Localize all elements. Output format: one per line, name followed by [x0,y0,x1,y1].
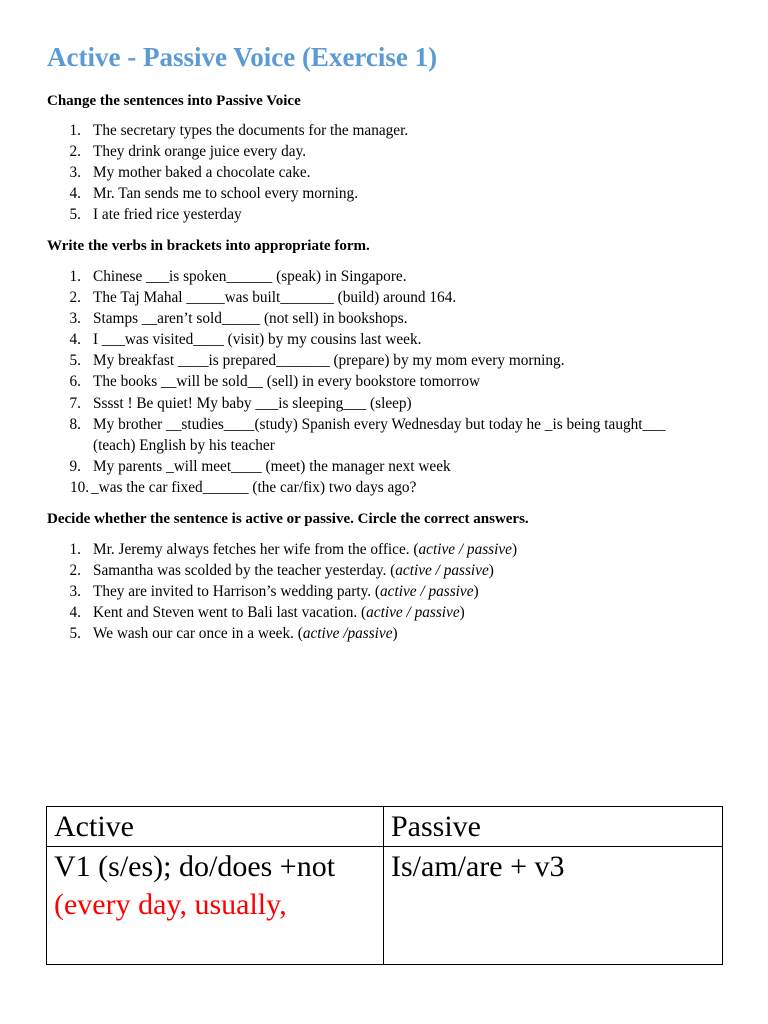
list-item [60,581,517,602]
table-row [47,807,723,847]
item-number: 8. [69,415,81,433]
header-passive: Passive [384,807,723,847]
item-number: 5. [69,625,81,643]
active-time-expressions: (every day, usually, [54,888,287,921]
item-number: 5. [69,352,81,370]
active-formula: V1 (s/es); do/does +not [54,850,336,883]
item-text: I ate fried rice yesterday [93,206,242,224]
item-text: My breakfast ____is prepared_______ (prepare) by my mom every morning. [93,352,565,370]
item-text: They drink orange juice every day. [93,143,307,161]
item-text: My brother __studies____(study) Spanish every Wednesday but today he _is being taught___ (teach) English by his teacher [93,415,666,454]
section1-list [60,120,408,225]
item-number: 10. [70,478,90,496]
item-text: Sssst ! Be quiet! My baby ___is sleeping___ (sleep) [93,394,412,412]
list-item [60,456,703,477]
answer-options[interactable]: active /passive [302,625,393,643]
section2-list [60,266,703,498]
item-number: 1. [69,268,81,285]
item-number: 7. [69,394,81,412]
list-item [60,329,703,350]
list-item [60,287,703,308]
header-active: Active [47,807,384,847]
item-number: 2. [69,289,81,307]
item-text: We wash our car once in a week. ( [93,625,303,643]
item-text: Mr. Jeremy always fetches her wife from the office. ( [93,541,419,558]
item-number: 5. [69,206,81,224]
item-text: The books __will be sold__ (sell) in every bookstore tomorrow [93,373,481,391]
item-number: 2. [69,143,81,161]
item-text: Chinese ___is spoken______ (speak) in Singapore. [93,268,407,285]
list-item [60,414,703,456]
answer-options[interactable]: active / passive [395,562,489,580]
item-text: Samantha was scolded by the teacher yesterday. ( [93,562,396,580]
item-text: I ___was visited____ (visit) by my cousins last week. [93,331,422,349]
list-item [60,350,703,371]
item-text: The secretary types the documents for the manager. [93,122,409,139]
item-number: 3. [69,164,81,182]
section2-heading: Write the verbs in brackets into appropriate form. [47,238,370,254]
item-text: _was the car fixed______ (the car/fix) two days ago? [91,478,417,496]
item-number: 4. [69,604,81,622]
item-close: ) [392,625,398,643]
tense-table [46,806,723,965]
item-close: ) [459,604,465,622]
table-row [47,847,723,965]
active-cell [47,847,384,965]
list-item [60,371,703,392]
list-item [60,539,517,560]
answer-options[interactable]: active / passive [366,604,460,622]
list-item [60,393,703,414]
item-number: 2. [69,562,81,580]
list-item [60,308,703,329]
item-text: Mr. Tan sends me to school every morning. [93,185,359,203]
section1-heading: Change the sentences into Passive Voice [47,93,301,109]
item-number: 9. [69,457,81,475]
list-item [60,266,703,287]
answer-options[interactable]: active / passive [380,583,474,601]
item-number: 4. [69,331,81,349]
item-text: They are invited to Harrison’s wedding party. ( [93,583,381,601]
list-item [60,560,517,581]
section3-list [60,539,517,644]
item-number: 3. [69,583,81,601]
passive-formula: Is/am/are + v3 [384,847,723,965]
list-item [60,183,408,204]
item-number: 6. [69,373,81,391]
list-item [60,623,517,644]
item-close: ) [473,583,479,601]
list-item [60,602,517,623]
answer-options[interactable]: active / passive [418,541,512,558]
list-item [60,204,408,225]
item-close: ) [488,562,494,580]
section3-heading: Decide whether the sentence is active or passive. Circle the correct answers. [47,511,529,527]
item-number: 1. [69,541,81,558]
list-item [60,162,408,183]
list-item [60,120,408,141]
item-text: Kent and Steven went to Bali last vacation. ( [93,604,367,622]
page-title: Active - Passive Voice (Exercise 1) [47,42,438,72]
list-item [60,141,408,162]
item-number: 1. [69,122,81,139]
item-close: ) [511,541,518,558]
list-item [60,477,703,498]
item-number: 4. [69,185,81,203]
item-text: Stamps __aren’t sold_____ (not sell) in bookshops. [93,310,408,328]
item-number: 3. [69,310,81,328]
item-text: My mother baked a chocolate cake. [93,164,311,182]
item-text: The Taj Mahal _____was built_______ (build) around 164. [93,289,457,307]
item-text: My parents _will meet____ (meet) the manager next week [93,457,451,475]
